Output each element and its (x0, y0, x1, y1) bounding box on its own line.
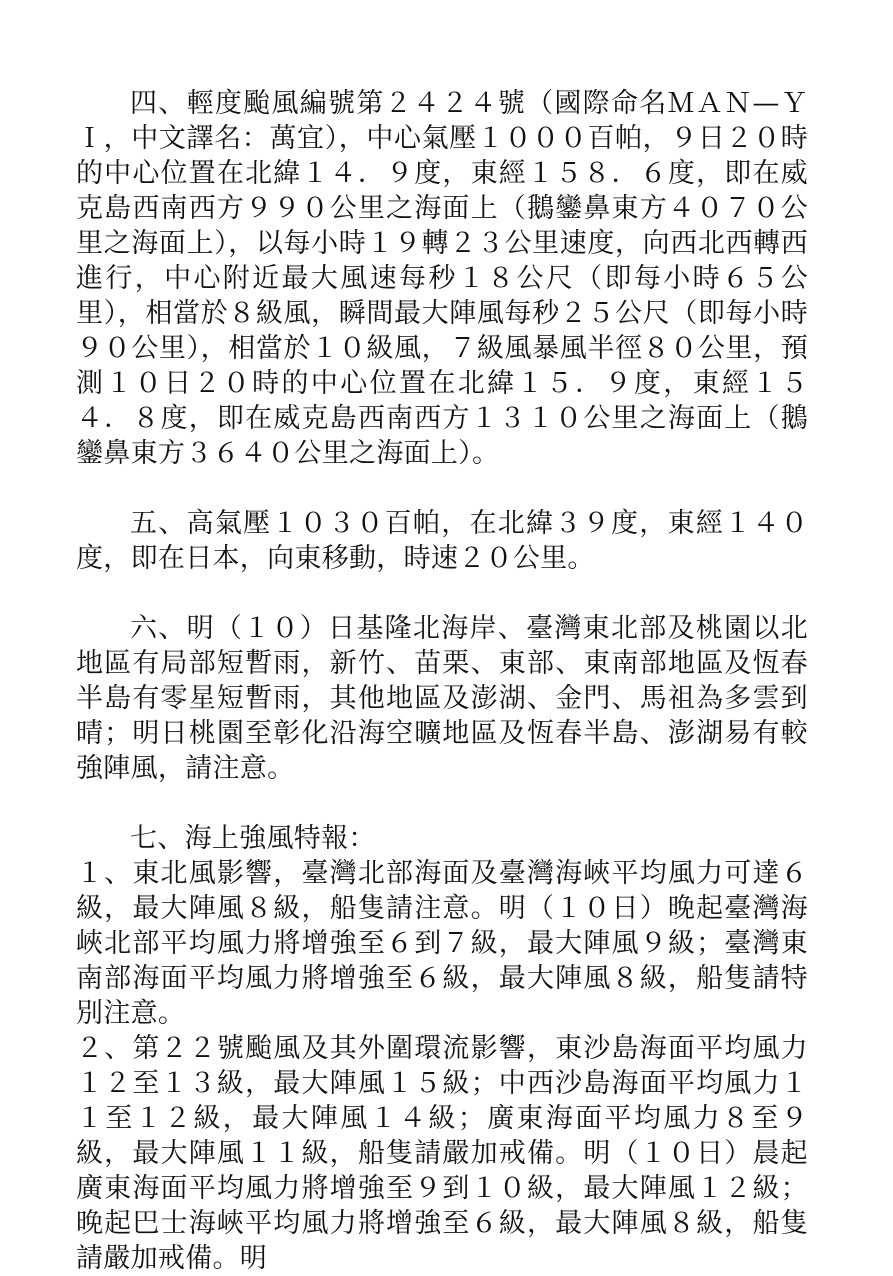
document-body (76, 86, 808, 1276)
marine-warning-item-2: ２、第２２號颱風及其外圍環流影響，東沙島海面平均風力１２至１３級，最大陣風１５級；中西沙島海面平均風力１１至１２級，最大陣風１４級；廣東海面平均風力８至９級，最大陣風１１級，船隻請嚴加戒備。明（１０日）晨起廣東海面平均風力將增強至９到１０級，最大陣風１２級；晚起巴士海峽平均風力將增強至６級，最大陣風８級，船隻請嚴加戒備。明 (76, 1033, 808, 1274)
paragraph-spacer (76, 471, 808, 506)
section-heading-marine-wind-warning: 七、海上強風特報： (130, 823, 376, 854)
marine-warning-item-1: １、東北風影響，臺灣北部海面及臺灣海峽平均風力可達６級，最大陣風８級，船隻請注意。明（１０日）晚起臺灣海峽北部平均風力將增強至６到７級，最大陣風９級；臺灣東南部海面平均風力將增強至６級，最大陣風８級，船隻請特別注意。 (76, 858, 808, 1029)
paragraph-typhoon-manyi: 四、輕度颱風編號第２４２４號（國際命名ＭＡＮ—ＹＩ，中文譯名：萬宜），中心氣壓１０００百帕，９日２０時的中心位置在北緯１４．９度，東經１５８．６度，即在威克島西南西方９９０公里之海面上（鵝鑾鼻東方４０７０公里之海面上），以每小時１９轉２３公里速度，向西北西轉西進行，中心附近最大風速每秒１８公尺（即每小時６５公里），相當於８級風，瞬間最大陣風每秒２５公尺（即每小時９０公里），相當於１０級風，７級風暴風半徑８０公里，預測１０日２０時的中心位置在北緯１５．９度，東經１５４．８度，即在威克島西南西方１３１０公里之海面上（鵝鑾鼻東方３６４０公里之海面上）。 (76, 88, 808, 469)
paragraph-spacer (76, 786, 808, 821)
paragraph-spacer (76, 576, 808, 611)
paragraph-forecast: 六、明（１０）日基隆北海岸、臺灣東北部及桃園以北地區有局部短暫雨，新竹、苗栗、東部、東南部地區及恆春半島有零星短暫雨，其他地區及澎湖、金門、馬祖為多雲到晴；明日桃園至彰化沿海空曠地區及恆春半島、澎湖易有較強陣風，請注意。 (76, 613, 808, 784)
paragraph-high-pressure: 五、高氣壓１０３０百帕，在北緯３９度，東經１４０度，即在日本，向東移動，時速２０公里。 (76, 508, 808, 574)
